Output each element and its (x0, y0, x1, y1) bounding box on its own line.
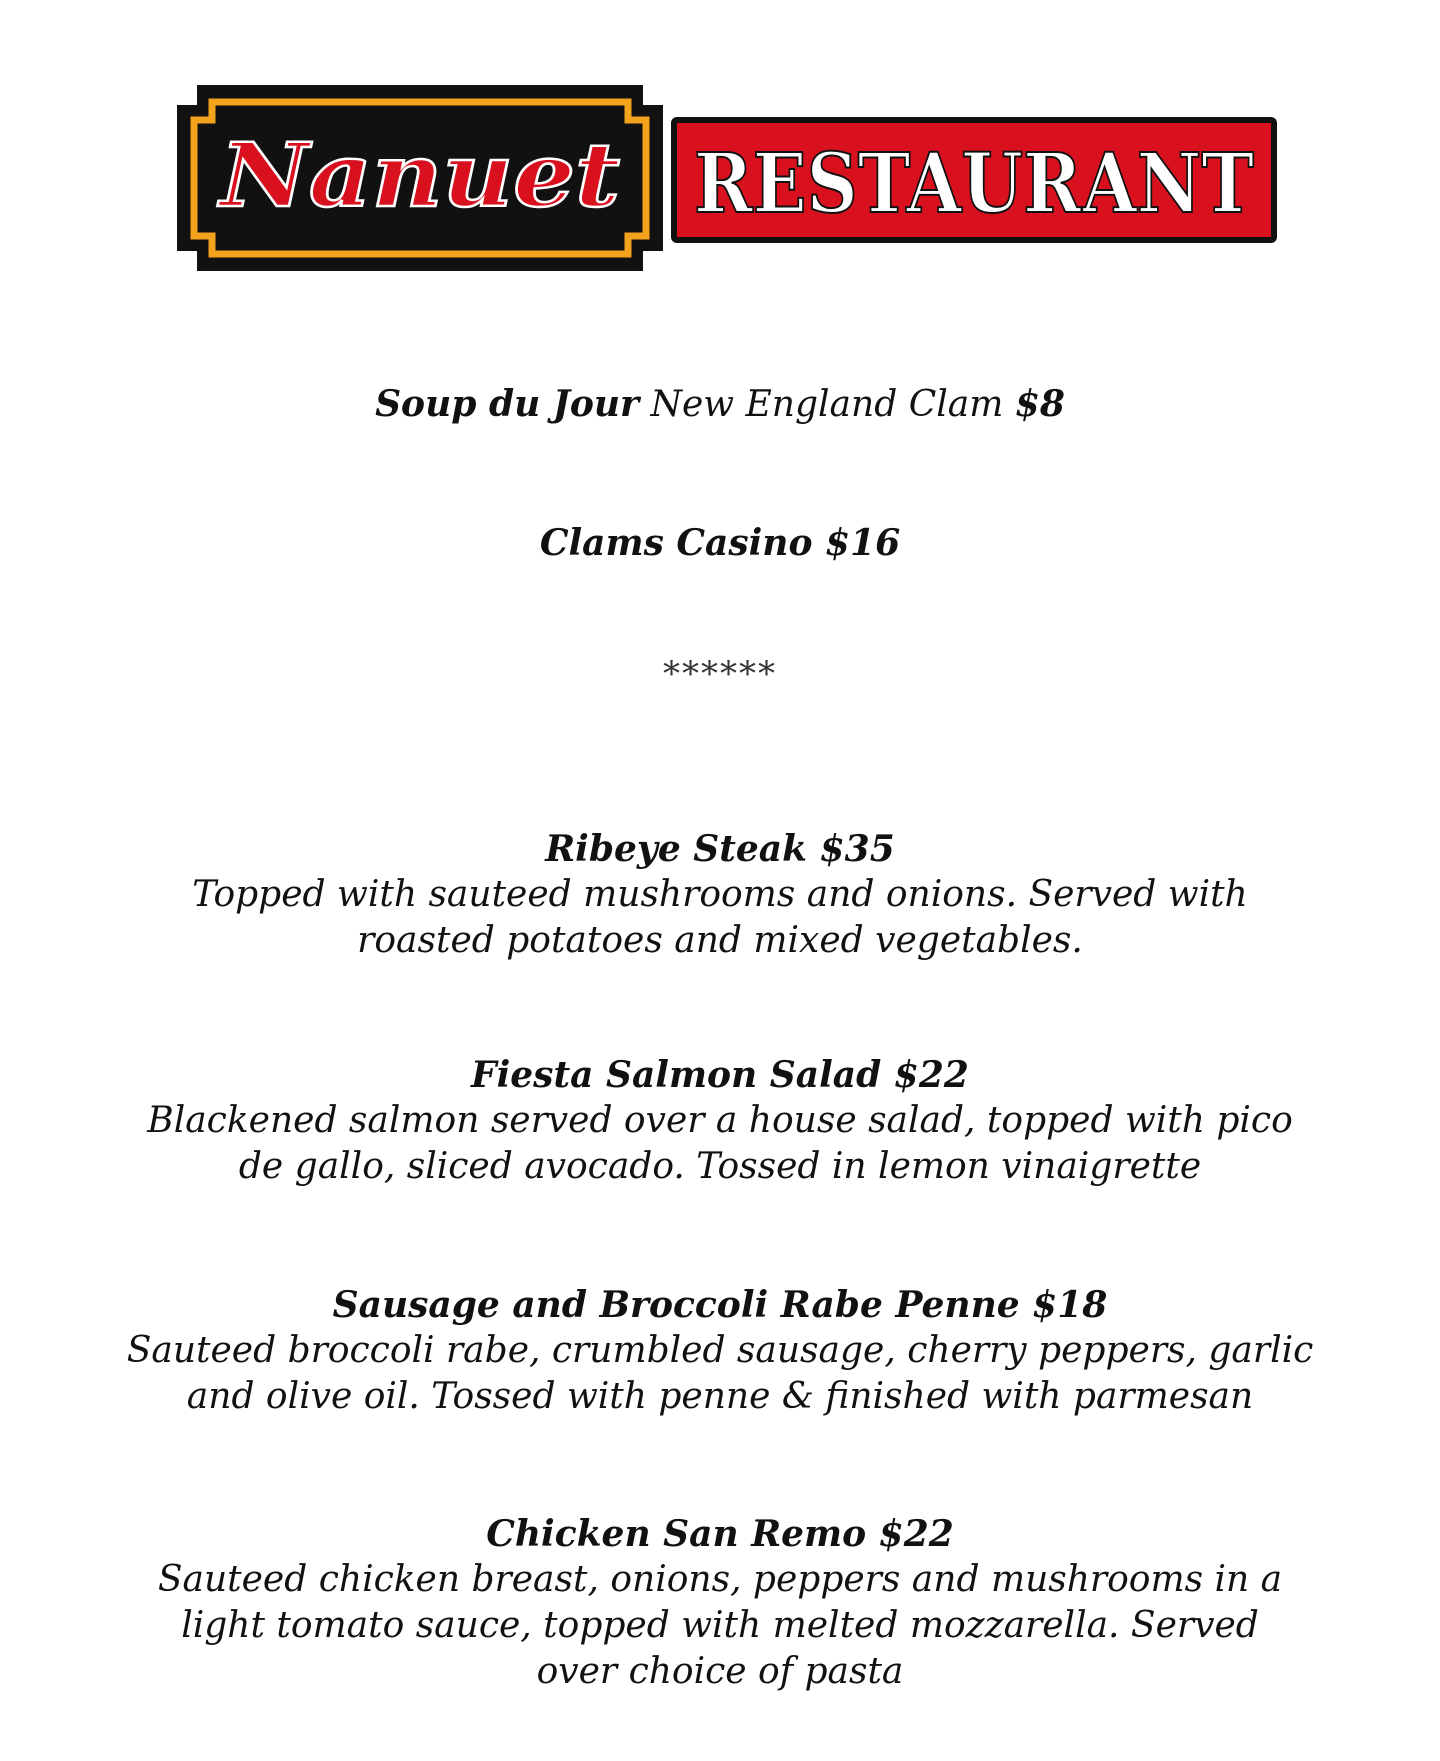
menu-item-description-line: Topped with sauteed mushrooms and onions. Served with (192, 874, 1248, 915)
section-divider: ****** (663, 654, 777, 694)
menu-item-description-line: de gallo, sliced avocado. Tossed in lemon vinaigrette (238, 1146, 1202, 1187)
menu-item (0, 1282, 1440, 1420)
menu-item-description-line: Sauteed broccoli rabe, crumbled sausage, cherry peppers, garlic (126, 1330, 1314, 1371)
menu-item (0, 826, 1440, 964)
menu-item-title: Chicken San Remo $22 (486, 1513, 954, 1555)
menu-item-description-line: Blackened salmon served over a house salad, topped with pico (147, 1100, 1293, 1141)
menu-item-title: Sausage and Broccoli Rabe Penne $18 (332, 1284, 1108, 1326)
menu-item-description-line: roasted potatoes and mixed vegetables. (357, 920, 1083, 961)
menu-item (0, 1511, 1440, 1695)
logo-restaurant-text: RESTAURANT (694, 136, 1254, 232)
appetizer-title: Clams Casino $16 (539, 522, 901, 564)
menu-item-description-line: over choice of pasta (536, 1651, 904, 1692)
menu-item (0, 1052, 1440, 1190)
soup-of-the-day (0, 381, 1440, 428)
menu-item-title: Fiesta Salmon Salad $22 (471, 1054, 969, 1096)
logo-script-text: Nanuet (216, 123, 620, 227)
soup-label: Soup du Jour (375, 383, 640, 425)
soup-name: New England Clam (650, 384, 1004, 425)
menu-item-title: Ribeye Steak $35 (545, 828, 895, 870)
menu-item-description-line: Sauteed chicken breast, onions, peppers and mushrooms in a (157, 1559, 1283, 1600)
soup-price: $8 (1014, 383, 1065, 425)
menu-item-description-line: and olive oil. Tossed with penne & finished with parmesan (186, 1376, 1254, 1417)
menu-item-description-line: light tomato sauce, topped with melted mozzarella. Served (181, 1605, 1259, 1646)
